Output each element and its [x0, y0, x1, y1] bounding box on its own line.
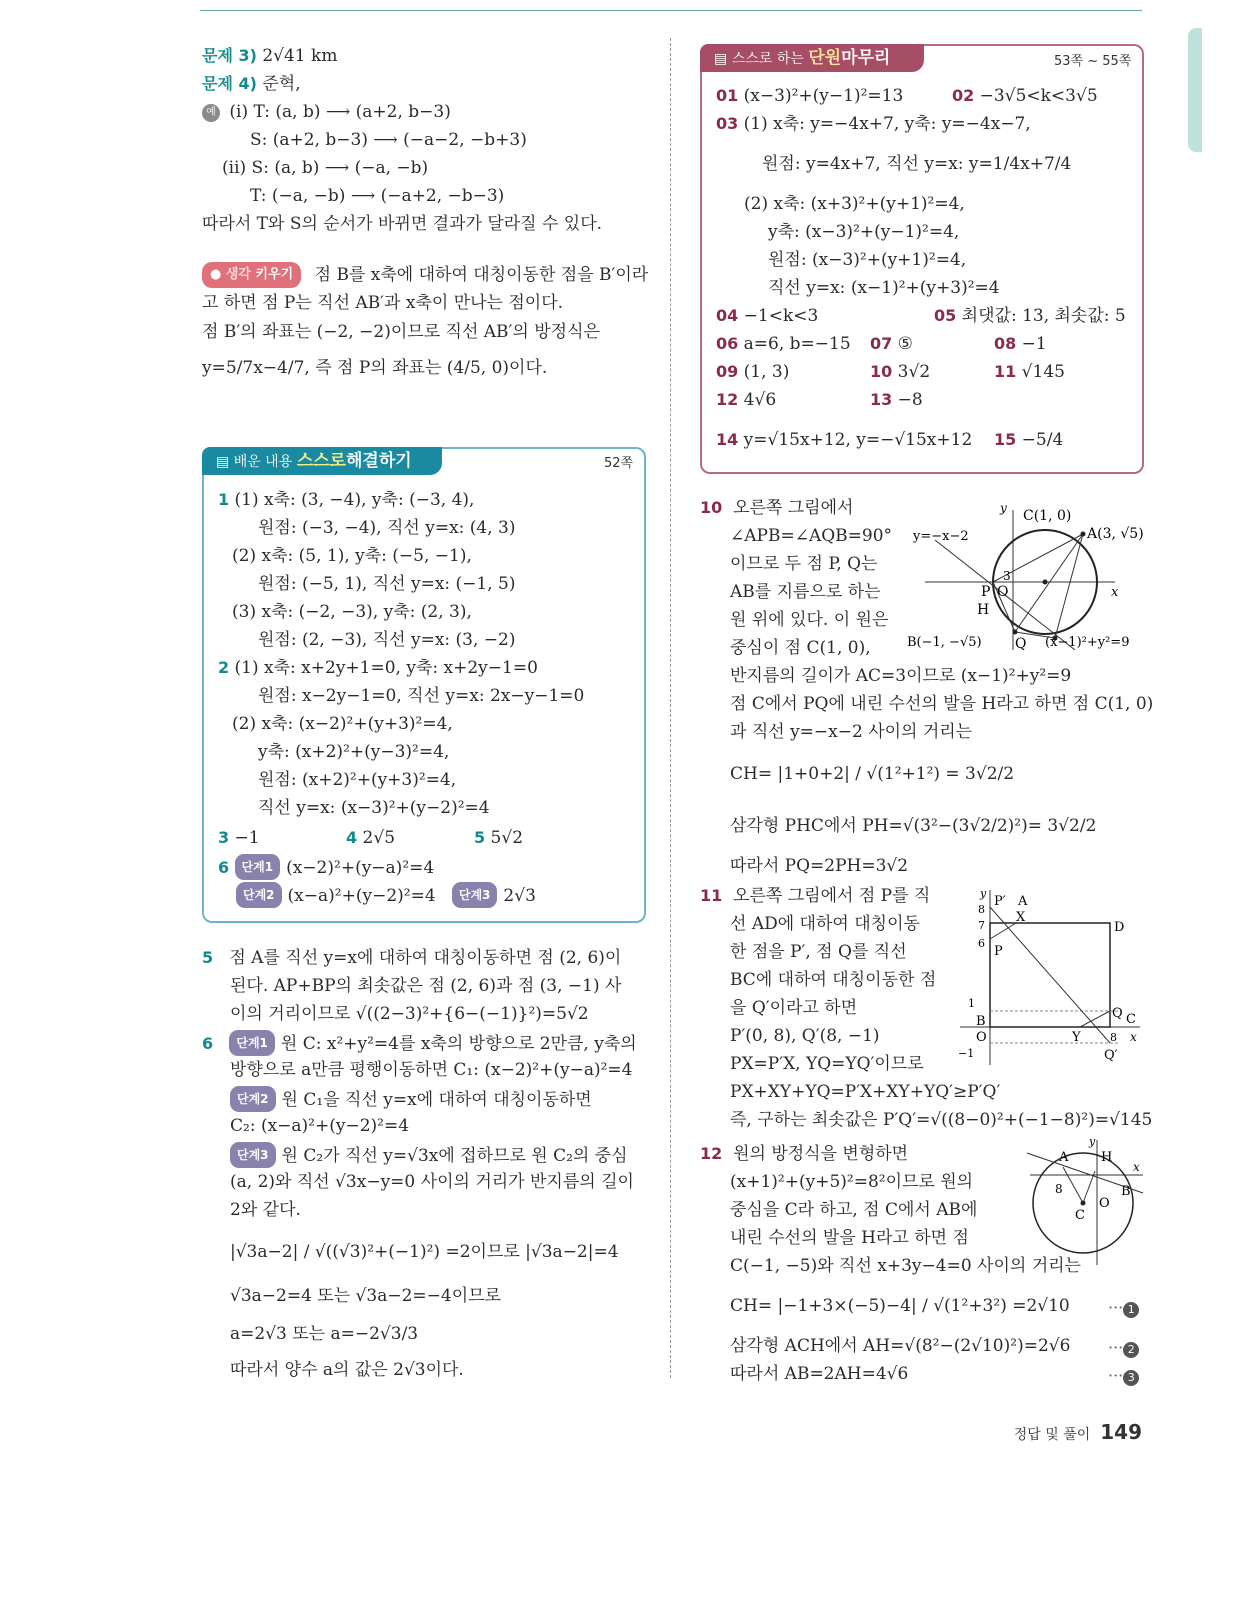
example-badge: 예 [202, 104, 220, 122]
sol10-line: 따라서 PQ=2PH=3√2 [730, 856, 909, 876]
sol12-line: (x+1)²+(y+5)²=8²이므로 원의 [730, 1172, 974, 1192]
sol5-line: 된다. AP+BP의 최솟값은 점 (2, 6)과 점 (3, −1) 사 [230, 976, 622, 996]
column-divider [670, 38, 671, 1378]
sol6-line: 2와 같다. [230, 1200, 301, 1220]
svg-text:x: x [1133, 1160, 1140, 1174]
sol10-line: 중심이 점 C(1, 0), [730, 638, 871, 658]
sol6-line: (a, 2)와 직선 √3x−y=0 사이의 거리가 반지름의 길이 [230, 1172, 634, 1192]
sol11-line: PX=P′X, YQ=YQ′이므로 [730, 1054, 924, 1074]
svg-text:A(3, √5): A(3, √5) [1087, 526, 1144, 542]
problem3-answer: 2√41 km [262, 46, 338, 66]
short-answer: 3 −1 [218, 828, 260, 848]
sol6-line: 단계3 원 C₂가 직선 y=√3x에 접하므로 원 C₂의 중심 [230, 1142, 628, 1168]
sol6-line: 따라서 양수 a의 값은 2√3이다. [230, 1360, 464, 1380]
sol5: 5 점 A를 직선 y=x에 대하여 대칭이동하면 점 (2, 6)이 [202, 948, 622, 968]
unit-item: 01 (x−3)²+(y−1)²=13 [716, 86, 904, 106]
review-q6-step1: 6 단계1 (x−2)²+(y−a)²=4 [218, 854, 434, 880]
sol11: 11 오른쪽 그림에서 점 P를 직 [700, 886, 931, 906]
unit-item: 07 ⑤ [870, 334, 913, 354]
svg-text:8: 8 [1110, 1031, 1117, 1044]
review-line: 1 (1) x축: (3, −4), y축: (−3, 4), [218, 490, 475, 510]
unit-item: 12 4√6 [716, 390, 777, 410]
unit-item: 09 (1, 3) [716, 362, 790, 382]
think-line: y=5/7x−4/7, 즉 점 P의 좌표는 (4/5, 0)이다. [202, 358, 548, 378]
review-box-header: ▤ 배운 내용 스스로해결하기 [202, 447, 442, 475]
unit-item: 15 −5/4 [994, 430, 1064, 450]
sol6-line: |√3a−2| / √((√3)²+(−1)²) =2이므로 |√3a−2|=4 [230, 1242, 619, 1262]
unit-page-ref: 53쪽 ~ 55쪽 [1054, 54, 1132, 69]
square-figure-11 [950, 885, 1150, 1070]
short-answer: 5 5√2 [474, 828, 524, 848]
review-page-ref: 52쪽 [604, 456, 634, 471]
svg-text:Q′: Q′ [1104, 1048, 1118, 1063]
svg-text:A: A [1059, 1150, 1069, 1165]
svg-text:C: C [1075, 1208, 1085, 1223]
unit-item: 13 −8 [870, 390, 923, 410]
unit-item: 02 −3√5<k<3√5 [952, 86, 1098, 106]
sol11-line: 선 AD에 대하여 대칭이동 [730, 914, 920, 934]
sol11-line: BC에 대하여 대칭이동한 점 [730, 970, 937, 990]
sol11-line: 을 Q′이라고 하면 [730, 998, 858, 1018]
svg-text:B: B [976, 1014, 986, 1029]
svg-text:y: y [1000, 501, 1007, 515]
sol10-line: 반지름의 길이가 AC=3이므로 (x−1)²+y²=9 [730, 666, 1072, 686]
unit-item: 05 최댓값: 13, 최솟값: 5 [934, 306, 1126, 326]
notebook-icon: ▤ [216, 454, 230, 470]
svg-text:C: C [1126, 1012, 1136, 1027]
page-number: 149 [1100, 1420, 1142, 1444]
unit-review-header: ▤ 스스로 하는 단원마무리 [700, 44, 924, 72]
review-line: 원점: (−3, −4), 직선 y=x: (4, 3) [258, 518, 516, 538]
review-line: (3) x축: (−2, −3), y축: (2, 3), [232, 602, 472, 622]
problem4-answer: 준혁, [262, 74, 301, 94]
svg-text:y=−x−2: y=−x−2 [913, 529, 969, 544]
svg-text:6: 6 [978, 937, 985, 950]
svg-text:7: 7 [978, 919, 985, 932]
sol10-line: CH= |1+0+2| / √(1²+1²) = 3√2/2 [730, 764, 1015, 784]
sol11-line: P′(0, 8), Q′(8, −1) [730, 1026, 880, 1046]
problem4-line [202, 100, 451, 124]
problem4-step: (i) T: (a, b) ⟶ (a+2, b−3) [229, 102, 451, 122]
problem4-label: 문제 4 [202, 74, 250, 93]
sol12: 12 원의 방정식을 변형하면 [700, 1144, 909, 1164]
sol6-line: √3a−2=4 또는 √3a−2=−4이므로 [230, 1286, 501, 1306]
sol10-line: 과 직선 y=−x−2 사이의 거리는 [730, 722, 973, 742]
svg-text:Q: Q [1015, 636, 1027, 650]
unit-item: 08 −1 [994, 334, 1047, 354]
svg-text:A: A [1018, 894, 1028, 909]
review-line: y축: (x+2)²+(y−3)²=4, [258, 742, 450, 762]
review-line: 원점: (−5, 1), 직선 y=x: (−1, 5) [258, 574, 516, 594]
step-mark: ··· 2 [1108, 1338, 1139, 1358]
unit-item: 원점: y=4x+7, 직선 y=x: y=1/4x+7/4 [762, 154, 1072, 174]
sol5-line: 이의 거리이므로 √((2−3)²+{6−(−1)}²)=5√2 [230, 1004, 589, 1024]
svg-text:B(−1, −√5): B(−1, −√5) [907, 635, 982, 650]
list-icon: ▤ [714, 51, 728, 67]
svg-text:P: P [981, 584, 991, 600]
unit-item: 14 y=√15x+12, y=−√15x+12 [716, 430, 973, 450]
review-line: 원점: x−2y−1=0, 직선 y=x: 2x−y−1=0 [258, 686, 585, 706]
svg-text:P: P [994, 944, 1003, 959]
sol10: 10 오른쪽 그림에서 [700, 498, 854, 518]
svg-text:8: 8 [978, 903, 985, 916]
review-line: (2) x축: (5, 1), y축: (−5, −1), [232, 546, 472, 566]
svg-text:Q: Q [1112, 1006, 1123, 1021]
short-answer: 4 2√5 [346, 828, 396, 848]
svg-text:x: x [1130, 1030, 1137, 1044]
side-tab [1188, 28, 1202, 152]
page-footer [1014, 1420, 1142, 1444]
circle-figure-10 [905, 500, 1150, 650]
svg-text:H: H [977, 602, 990, 618]
problem3: 문제 3) 2√41 km [202, 46, 338, 66]
sol10-line: 삼각형 PHC에서 PH=√(3²−(3√2/2)²)= 3√2/2 [730, 816, 1097, 836]
review-line: 원점: (2, −3), 직선 y=x: (3, −2) [258, 630, 516, 650]
problem4: 문제 4) 준혁, [202, 74, 301, 94]
problem4-step: S: (a+2, b−3) ⟶ (−a−2, −b+3) [250, 130, 527, 150]
sol12-line: 따라서 AB=2AH=4√6 [730, 1364, 909, 1384]
svg-text:D: D [1114, 920, 1125, 935]
sol10-line: 이므로 두 점 P, Q는 [730, 554, 878, 574]
step-mark: ··· 3 [1108, 1366, 1139, 1386]
footer-label: 정답 및 풀이 [1013, 1427, 1091, 1443]
problem3-label: 문제 3 [202, 46, 250, 65]
svg-text:P′: P′ [994, 894, 1006, 909]
sol6: 6 단계1 원 C: x²+y²=4를 x축의 방향으로 2만큼, y축의 [202, 1030, 637, 1056]
unit-item: 10 3√2 [870, 362, 931, 382]
unit-item: 원점: (x−3)²+(y+1)²=4, [768, 250, 967, 270]
sol12-line: 중심을 C라 하고, 점 C에서 AB에 [730, 1200, 978, 1220]
svg-text:H: H [1101, 1150, 1113, 1165]
review-line: 직선 y=x: (x−3)²+(y−2)²=4 [258, 798, 490, 818]
problem4-step: T: (−a, −b) ⟶ (−a+2, −b−3) [250, 186, 505, 206]
sol11-line: 한 점을 P′, 점 Q를 직선 [730, 942, 907, 962]
review-line: (2) x축: (x−2)²+(y+3)²=4, [232, 714, 453, 734]
svg-text:Y: Y [1072, 1030, 1081, 1045]
sol11-line: PX+XY+YQ=P′X+XY+YQ′≥P′Q′ [730, 1082, 1001, 1102]
problem4-step: (ii) S: (a, b) ⟶ (−a, −b) [222, 158, 429, 178]
think-block [202, 262, 648, 288]
unit-item: 직선 y=x: (x−1)²+(y+3)²=4 [768, 278, 1000, 298]
circle-figure-12 [1025, 1135, 1150, 1270]
svg-text:x: x [1111, 585, 1119, 600]
think-line: 고 하면 점 P는 직선 AB′과 x축이 만나는 점이다. [202, 293, 564, 313]
think-line: 점 B′의 좌표는 (−2, −2)이므로 직선 AB′의 방정식은 [202, 322, 600, 342]
review-q6-step23: 단계2 (x−a)²+(y−2)²=4 단계3 2√3 [236, 882, 536, 908]
review-line: 2 (1) x축: x+2y+1=0, y축: x+2y−1=0 [218, 658, 538, 678]
sol6-line: a=2√3 또는 a=−2√3/3 [230, 1324, 419, 1344]
unit-item: (2) x축: (x+3)²+(y+1)²=4, [744, 194, 965, 214]
sol6-line: 단계2 원 C₁을 직선 y=x에 대하여 대칭이동하면 [230, 1086, 592, 1112]
sol12-line: C(−1, −5)와 직선 x+3y−4=0 사이의 거리는 [730, 1256, 1081, 1276]
top-rule [200, 10, 1142, 11]
svg-text:8: 8 [1055, 1182, 1063, 1196]
sol6-line: C₂: (x−a)²+(y−2)²=4 [230, 1116, 410, 1136]
sol10-line: 원 위에 있다. 이 원은 [730, 610, 889, 630]
sol10-line: AB를 지름으로 하는 [730, 582, 881, 602]
sol10-line: 점 C에서 PQ에 내린 수선의 발을 H라고 하면 점 C(1, 0) [730, 694, 1154, 714]
svg-text:y: y [1089, 1135, 1096, 1148]
sol12-line: 삼각형 ACH에서 AH=√(8²−(2√10)²)=2√6 [730, 1336, 1071, 1356]
svg-text:1: 1 [968, 997, 975, 1010]
think-line: 점 B를 x축에 대하여 대칭이동한 점을 B′이라 [314, 265, 649, 285]
sol12-line: CH= |−1+3×(−5)−4| / √(1²+3²) =2√10 [730, 1296, 1070, 1316]
step-mark: ··· 1 [1108, 1298, 1139, 1318]
sol6-line: 방향으로 a만큼 평행이동하면 C₁: (x−2)²+(y−a)²=4 [230, 1060, 633, 1080]
sol11-line: 즉, 구하는 최솟값은 P′Q′=√((8−0)²+(−1−8)²)=√145 [730, 1110, 1153, 1130]
unit-item: 06 a=6, b=−15 [716, 334, 851, 354]
svg-text:X: X [1016, 910, 1026, 925]
svg-text:O: O [1099, 1196, 1110, 1211]
unit-item: 04 −1<k<3 [716, 306, 819, 326]
sol10-line: ∠APB=∠AQB=90° [730, 526, 893, 546]
think-badge: ● 생각 키우기 [202, 262, 301, 288]
review-line: 원점: (x+2)²+(y+3)²=4, [258, 770, 457, 790]
svg-text:B: B [1121, 1184, 1131, 1199]
svg-text:O: O [976, 1030, 987, 1045]
svg-text:C(1, 0): C(1, 0) [1023, 508, 1072, 524]
unit-item: y축: (x−3)²+(y−1)²=4, [768, 222, 960, 242]
svg-text:3: 3 [1003, 569, 1011, 583]
svg-text:−1: −1 [958, 1047, 975, 1060]
unit-item: 11 √145 [994, 362, 1065, 382]
svg-text:O: O [997, 584, 1009, 600]
sol12-line: 내린 수선의 발을 H라고 하면 점 [730, 1228, 969, 1248]
svg-text:(x−1)²+y²=9: (x−1)²+y²=9 [1045, 635, 1130, 650]
unit-item: 03 (1) x축: y=−4x+7, y축: y=−4x−7, [716, 114, 1031, 134]
svg-text:y: y [980, 887, 987, 900]
problem4-conclusion: 따라서 T와 S의 순서가 바뀌면 결과가 달라질 수 있다. [202, 214, 603, 234]
